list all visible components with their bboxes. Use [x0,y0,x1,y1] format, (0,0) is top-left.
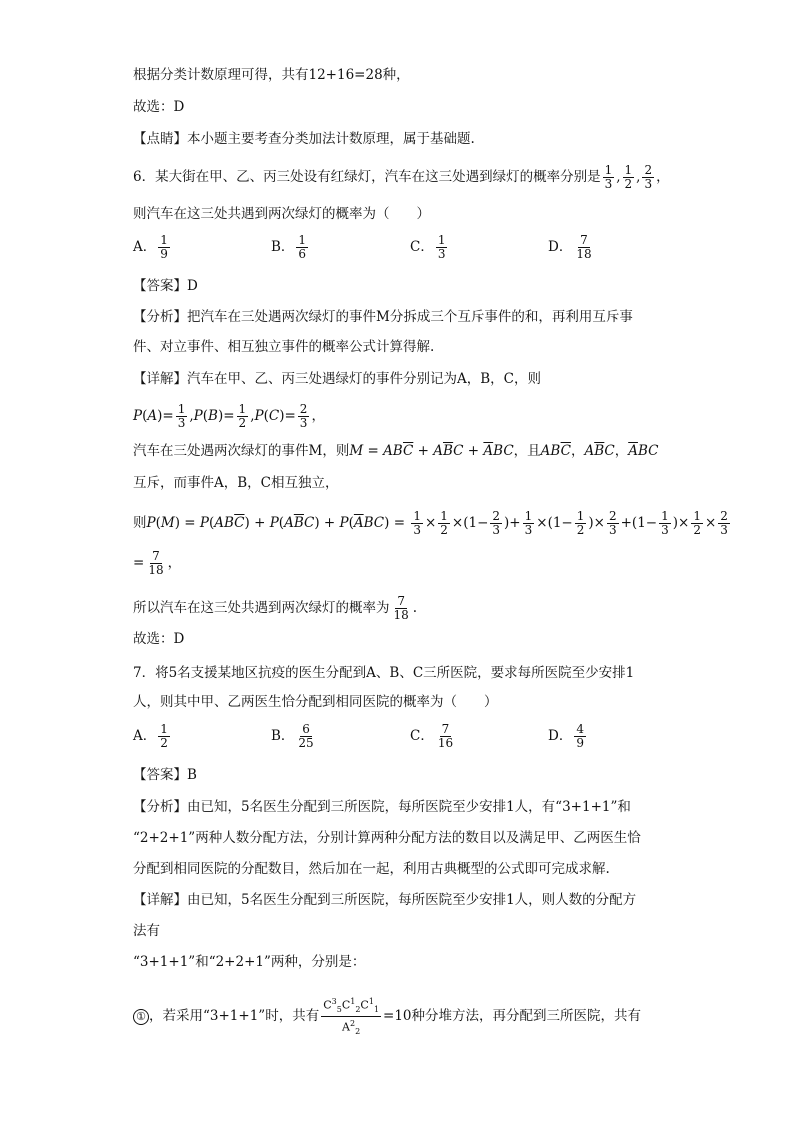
q6-stem: 6．某大街在甲、乙、丙三处设有红绿灯，汽车在这三处遇到绿灯的概率分别是 $\frac{1}{3}$ , $\frac{1}{2}$ , $\frac{2}{3}$ ， [133,163,670,191]
option-label: B． [271,728,295,744]
math-line: ① ，若采用“3+1+1”时，共有 $\frac{C^3_5C^1_2C^1_1}{A^2_2}$ =10种分堆方法，再分配到三所医院，共有 [133,995,641,1038]
option-label: C． [410,239,434,255]
math-text: 汽车在三处遇两次绿灯的事件M，则 [133,443,350,459]
option-c [410,723,457,750]
text-line: 【分析】把汽车在三处遇两次绿灯的事件M分拆成三个互斥事件的和，再利用互斥事 [133,309,633,325]
option-fraction: $\frac{7}{18}$ [576,233,592,261]
option-a [133,234,172,261]
option-a [133,723,172,750]
fraction: $\frac{1}{3}$ [604,163,613,191]
math-text: =10种分堆方法，再分配到三所医院，共有 [383,1007,642,1024]
option-d [548,234,596,261]
math-text: 所以汽车在这三处共遇到两次绿灯的概率为 [133,600,390,616]
q6-stem-text: 6．某大街在甲、乙、丙三处设有红绿灯，汽车在这三处遇到绿灯的概率分别是 [133,169,601,185]
option-label: A． [133,239,157,255]
text-line: 件、对立事件、相互独立事件的概率公式计算得解. [133,339,435,355]
text-line: 故选：D [133,631,185,647]
math-line: = $\frac{7}{18}$ ， [133,549,182,577]
option-label: C． [410,728,434,744]
option-fraction: $\frac{1}{9}$ [160,233,168,261]
text-line: “2+2+1”两种人数分配方法，分别计算两种分配方法的数目以及满足甲、乙两医生恰 [133,830,641,846]
answer-line: 【答案】D [133,278,198,294]
option-label: A． [133,728,157,744]
option-c [410,234,449,261]
option-fraction: $\frac{1}{3}$ [437,233,446,261]
option-b [271,723,318,750]
text-line: 互斥，而事件A，B，C相互独立， [133,475,339,491]
math-line: 汽车在三处遇两次绿灯的事件M，则$M = AB\overline{C} + A\overline{B}C + \overline{A}BC$，且$AB\overline{C}$，$A\overline{B}C$，$\overline{A}BC$ [133,443,659,459]
fraction: $\frac{2}{3}$ [644,163,653,191]
text-line: 分配到相同医院的分配数目，然后加在一起，利用古典概型的公式即可完成求解. [133,861,610,877]
option-label: D． [548,728,573,744]
text-line: 根据分类计数原理可得，共有12+16=28种， [133,67,410,83]
text-line: 则汽车在这三处共遇到两次绿灯的概率为（ ） [133,206,430,222]
text-line: 【点睛】本小题主要考查分类加法计数原理，属于基础题. [133,131,475,147]
text-line: 【详解】由已知，5名医生分配到三所医院，每所医院至少安排1人，则人数的分配方 [133,892,637,908]
option-label: D． [548,239,573,255]
option-d [548,723,588,750]
text-line: 法有 [133,923,160,939]
circled-number: ① [133,1009,149,1025]
option-fraction: $\frac{4}{9}$ [576,722,584,750]
q7-stem: 人，则其中甲、乙两医生恰分配到相同医院的概率为（ ） [133,694,498,710]
math-text: 则 [133,515,147,531]
math-text: ，若采用“3+1+1”时，共有 [149,1007,320,1024]
option-fraction: $\frac{1}{2}$ [160,722,168,750]
option-fraction: $\frac{6}{25}$ [298,722,314,750]
option-b [271,234,310,261]
option-label: B． [271,239,295,255]
option-fraction: $\frac{1}{6}$ [298,233,307,261]
answer-line: 【答案】B [133,767,197,783]
q7-stem: 7．将5名支援某地区抗疫的医生分配到A、B、C三所医院，要求每所医院至少安排1 [133,665,635,681]
math-line: 所以汽车在这三处共遇到两次绿灯的概率为 $\frac{7}{18}$ . [133,594,418,622]
fraction: $\frac{1}{2}$ [624,163,633,191]
text-line: 【详解】汽车在甲、乙、丙三处遇绿灯的事件分别记为A，B，C，则 [133,371,541,387]
math-text: ，且 [513,443,541,459]
math-line: P(A)= $\frac{1}{3}$ ,P(B)= $\frac{1}{2}$ ,P(C)= $\frac{2}{3}$ ， [133,402,325,430]
text-line: “3+1+1”和“2+2+1”两种，分别是： [133,954,366,970]
text-line: 【分析】由已知，5名医生分配到三所医院，每所医院至少安排1人，有“3+1+1”和 [133,799,631,815]
option-fraction: $\frac{7}{16}$ [437,722,454,750]
math-line: 则$P(M) = P(AB\overline{C}) + P(A\overline{B}C) + P(\overline{A}BC)$ = $\frac{1}{3}$ × $\frac{1}{2}$ ×(1− $\frac{2}{3}$ )+ $\frac{1}{3}$ ×(1− $\frac{1}{2}$ )× $\frac{2}{3}$ +(1− $\frac{1}{3}$ )× $\frac{1}{2}$ × $\frac{2}{3}$ [133,509,728,537]
text-line: 故选：D [133,99,185,115]
